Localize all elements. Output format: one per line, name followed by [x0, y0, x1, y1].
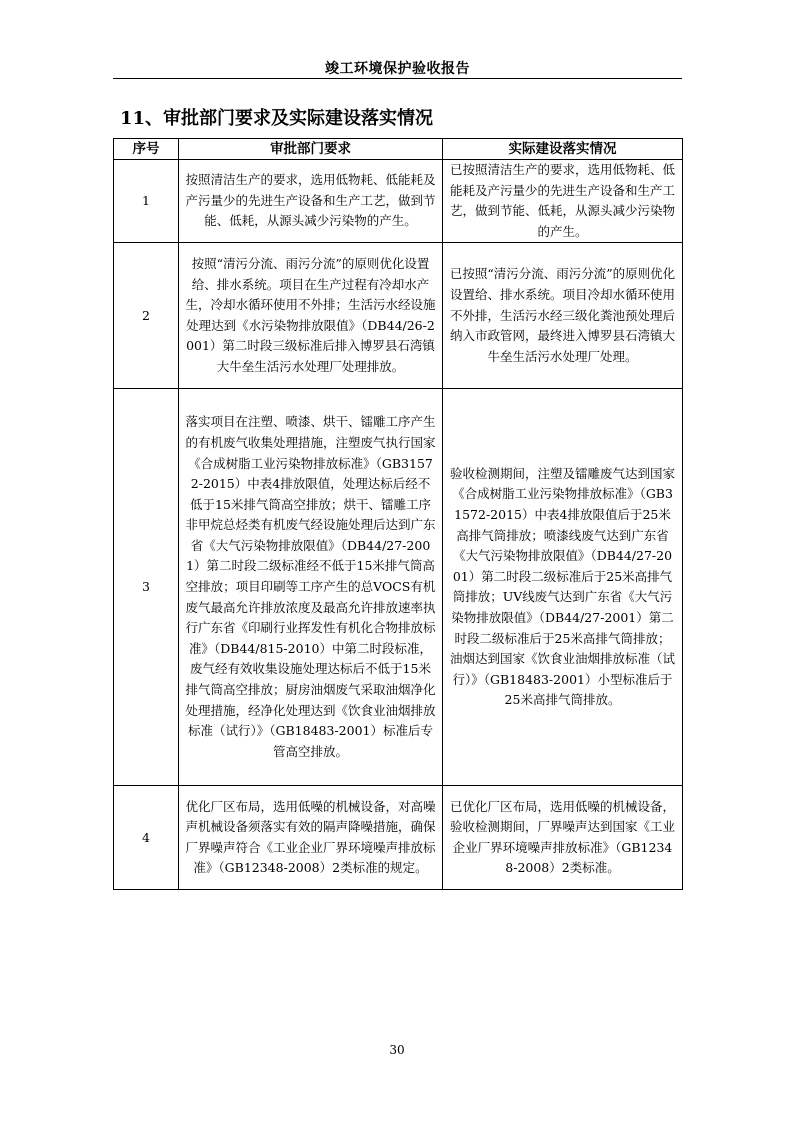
page-number: 30 — [389, 1043, 405, 1057]
row-index: 1 — [114, 160, 179, 243]
row-requirement: 落实项目在注塑、喷漆、烘干、镭雕工序产生的有机废气收集处理措施，注塑废气执行国家《合成树脂工业污染物排放标准》（GB31572-2015）中表4排放限值，处理达标后经不低于15米排气筒高空排放；烘干、镭雕工序非甲烷总烃类有机废气经设施处理后达到广东省《大气污染物排放限值》（DB44/27-2001）第二时段二级标准经不低于15米排气筒高空排放；项目印刷等工序产生的总VOCS有机废气最高允许排放浓度及最高允许排放速率执行广东省《印刷行业挥发性有机化合物排放标准》（DB44/815-2010）中第二时段标准，废气经有效收集设施处理达标后不低于15米排气筒高空排放；厨房油烟废气采取油烟净化处理措施，经净化处理达到《饮食业油烟排放标准（试行）》（GB18483-2001）标准后专管高空排放。 — [179, 389, 443, 786]
header-divider — [113, 78, 682, 79]
table-row — [114, 243, 683, 389]
row-implementation: 已优化厂区布局，选用低噪的机械设备，验收检测期间，厂界噪声达到国家《工业企业厂界环境噪声排放标准》（GB12348-2008）2类标准。 — [443, 786, 683, 890]
row-implementation: 已按照“清污分流、雨污分流”的原则优化设置给、排水系统。项目冷却水循环使用不外排，生活污水经三级化粪池预处理后纳入市政管网，最终进入博罗县石湾镇大牛垒生活污水处理厂处理。 — [443, 243, 683, 389]
table-row — [114, 786, 683, 890]
row-requirement: 按照“清污分流、雨污分流”的原则优化设置给、排水系统。项目在生产过程有冷却水产生，冷却水循环使用不外排；生活污水经设施处理达到《水污染物排放限值》（DB44/26-2001）第二时段三级标准后排入博罗县石湾镇大牛垒生活污水处理厂处理排放。 — [179, 243, 443, 389]
table-row — [114, 160, 683, 243]
section-heading: 11、审批部门要求及实际建设落实情况 — [120, 108, 434, 129]
row-implementation: 验收检测期间，注塑及镭雕废气达到国家《合成树脂工业污染物排放标准》（GB31572-2015）中表4排放限值后于25米高排气筒排放；喷漆线废气达到广东省《大气污染物排放限值》（DB44/27-2001）第二时段二级标准后于25米高排气筒排放；UV线废气达到广东省《大气污染物排放限值》（DB44/27-2001）第二时段二级标准后于25米高排气筒排放；油烟达到国家《饮食业油烟排放标准（试行）》（GB18483-2001）小型标准后于25米高排气筒排放。 — [443, 389, 683, 786]
row-index: 3 — [114, 389, 179, 786]
table-header-row — [114, 139, 683, 160]
table-row — [114, 389, 683, 786]
approval-requirements-table — [113, 138, 683, 890]
row-implementation: 已按照清洁生产的要求，选用低物耗、低能耗及产污量少的先进生产设备和生产工艺，做到节能、低耗，从源头减少污染物的产生。 — [443, 160, 683, 243]
column-header-requirement: 审批部门要求 — [179, 139, 443, 160]
column-header-implementation: 实际建设落实情况 — [443, 139, 683, 160]
row-requirement: 优化厂区布局，选用低噪的机械设备，对高噪声机械设备须落实有效的隔声降噪措施，确保厂界噪声符合《工业企业厂界环境噪声排放标准》（GB12348-2008）2类标准的规定。 — [179, 786, 443, 890]
column-header-index: 序号 — [114, 139, 179, 160]
row-requirement: 按照清洁生产的要求，选用低物耗、低能耗及产污量少的先进生产设备和生产工艺，做到节能、低耗，从源头减少污染物的产生。 — [179, 160, 443, 243]
row-index: 2 — [114, 243, 179, 389]
report-header-title: 竣工环境保护验收报告 — [325, 61, 470, 77]
row-index: 4 — [114, 786, 179, 890]
